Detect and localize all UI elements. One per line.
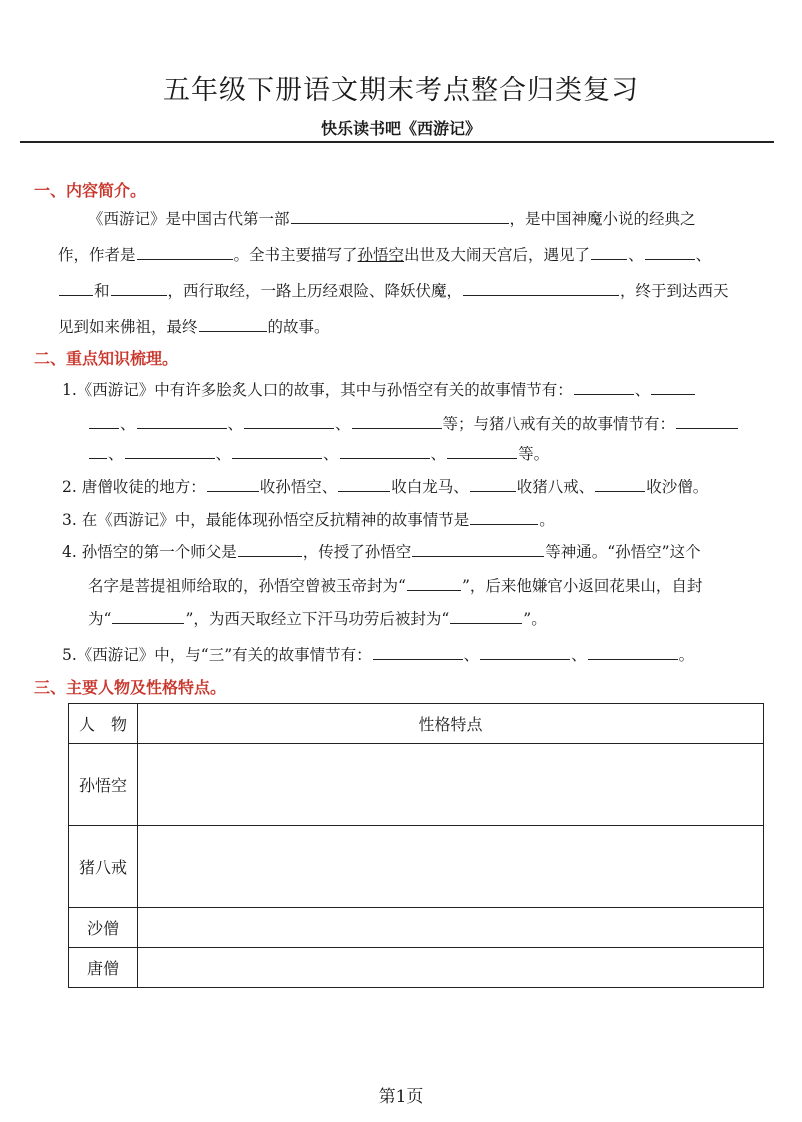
blank[interactable] — [112, 605, 184, 624]
text: ”，为西天取经立下汗马功劳后被封为“ — [185, 610, 450, 628]
blank[interactable] — [412, 538, 544, 557]
blank[interactable] — [676, 410, 738, 429]
table-row — [69, 908, 764, 948]
blank[interactable] — [480, 641, 570, 660]
text: 《西游记》是中国古代第一部 — [88, 210, 290, 228]
text: 收沙僧。 — [646, 478, 709, 496]
blank[interactable] — [244, 410, 334, 429]
text: 、 — [227, 415, 244, 433]
table-row — [69, 826, 764, 908]
text-underlined: 孙悟空 — [357, 246, 405, 264]
blank[interactable] — [199, 313, 267, 332]
section1-line4 — [58, 313, 330, 339]
row-name: 猪八戒 — [69, 826, 138, 908]
blank[interactable] — [125, 440, 215, 459]
text: ，传授了孙悟空 — [302, 543, 412, 561]
text: 。 — [678, 646, 695, 664]
text: 收孙悟空、 — [259, 478, 338, 496]
page-number: 第1页 — [378, 1087, 424, 1107]
text: 3. 在《西游记》中，最能体现孙悟空反抗精神的故事情节是 — [62, 511, 470, 529]
text: 名字是菩提祖师给取的，孙悟空曾被玉帝封为“ — [88, 577, 406, 595]
blank[interactable] — [373, 641, 463, 660]
page-title: 五年级下册语文期末考点整合归类复习 — [163, 75, 639, 106]
table-header-row — [69, 704, 764, 744]
traits-cell[interactable] — [138, 948, 764, 988]
blank[interactable] — [291, 205, 509, 224]
text: 作，作者是 — [58, 246, 136, 264]
section1-heading: 一、内容简介。 — [34, 181, 147, 200]
text: 2. 唐僧收徒的地方： — [62, 478, 206, 496]
text: 出世及大闹天宫后，遇见了 — [404, 246, 591, 264]
text: 、 — [323, 445, 339, 463]
q4-line1 — [62, 538, 701, 564]
text: 为“ — [88, 610, 112, 628]
header-traits: 性格特点 — [138, 704, 764, 744]
text: ，终于到达西天 — [620, 282, 729, 300]
text: 、 — [463, 646, 480, 664]
q1-line3 — [88, 440, 549, 466]
blank[interactable] — [89, 410, 119, 429]
q4-line2 — [88, 572, 702, 598]
q4-line3 — [88, 605, 547, 631]
row-name: 沙僧 — [69, 908, 138, 948]
blank[interactable] — [463, 277, 619, 296]
text: ”，后来他嫌官小返回花果山，自封 — [461, 577, 703, 595]
text: 、 — [634, 381, 651, 399]
blank[interactable] — [651, 376, 695, 395]
text: 、 — [571, 646, 587, 664]
traits-cell[interactable] — [138, 908, 764, 948]
blank[interactable] — [591, 241, 627, 260]
q2-line — [62, 473, 708, 499]
blank[interactable] — [447, 440, 517, 459]
text: 、 — [628, 246, 644, 264]
text: 等。 — [518, 445, 550, 463]
blank[interactable] — [137, 241, 233, 260]
blank[interactable] — [338, 473, 390, 492]
blank[interactable] — [111, 277, 167, 296]
blank[interactable] — [137, 410, 227, 429]
section1-line1 — [88, 205, 696, 231]
text: ”。 — [523, 610, 547, 628]
text: 、 — [430, 445, 447, 463]
text: 等神通。“孙悟空”这个 — [545, 543, 701, 561]
blank[interactable] — [574, 376, 634, 395]
text: 和 — [94, 282, 110, 300]
traits-cell[interactable] — [138, 744, 764, 826]
row-name: 孙悟空 — [69, 744, 138, 826]
text: 、 — [695, 246, 712, 264]
q1-line2 — [88, 410, 739, 436]
text: 收猪八戒、 — [516, 478, 595, 496]
text: 见到如来佛祖，最终 — [58, 318, 198, 336]
text: 的故事。 — [267, 318, 330, 336]
section2-heading: 二、重点知识梳理。 — [34, 349, 179, 368]
blank[interactable] — [470, 473, 516, 492]
blank[interactable] — [645, 241, 695, 260]
q5-line — [62, 641, 694, 667]
blank[interactable] — [588, 641, 678, 660]
blank[interactable] — [207, 473, 259, 492]
row-name: 唐僧 — [69, 948, 138, 988]
blank[interactable] — [352, 410, 442, 429]
blank[interactable] — [407, 572, 461, 591]
text: 收白龙马、 — [391, 478, 469, 496]
text: 、 — [335, 415, 351, 433]
q3-line — [62, 506, 555, 532]
text: 。 — [539, 511, 555, 529]
blank[interactable] — [238, 538, 302, 557]
blank[interactable] — [89, 440, 107, 459]
text: 等；与猪八戒有关的故事情节有： — [442, 415, 676, 433]
text: ，是中国神魔小说的经典之 — [509, 210, 696, 228]
blank[interactable] — [450, 605, 522, 624]
blank[interactable] — [470, 506, 538, 525]
text: 1.《西游记》中有许多脍炙人口的故事，其中与孙悟空有关的故事情节有： — [62, 381, 573, 399]
text: 、 — [215, 445, 232, 463]
section3-heading: 三、主要人物及性格特点。 — [34, 678, 227, 697]
table-row — [69, 948, 764, 988]
blank[interactable] — [595, 473, 645, 492]
table-row — [69, 744, 764, 826]
q1-line1 — [62, 376, 696, 402]
header-divider — [20, 141, 774, 143]
blank[interactable] — [340, 440, 430, 459]
blank[interactable] — [232, 440, 322, 459]
text: 、 — [108, 445, 124, 463]
traits-cell[interactable] — [138, 826, 764, 908]
character-table — [68, 703, 764, 988]
section1-line3 — [58, 277, 729, 303]
text: 、 — [120, 415, 136, 433]
text: 5.《西游记》中，与“三”有关的故事情节有： — [62, 646, 372, 664]
blank[interactable] — [59, 277, 93, 296]
header-person: 人 物 — [69, 704, 138, 744]
text: 。全书主要描写了 — [233, 246, 358, 264]
text: ，西行取经，一路上历经艰险、降妖伏魔， — [167, 282, 463, 300]
section1-line2 — [58, 241, 711, 267]
page-subtitle: 快乐读书吧《西游记》 — [320, 119, 481, 138]
text: 4. 孙悟空的第一个师父是 — [62, 543, 237, 561]
